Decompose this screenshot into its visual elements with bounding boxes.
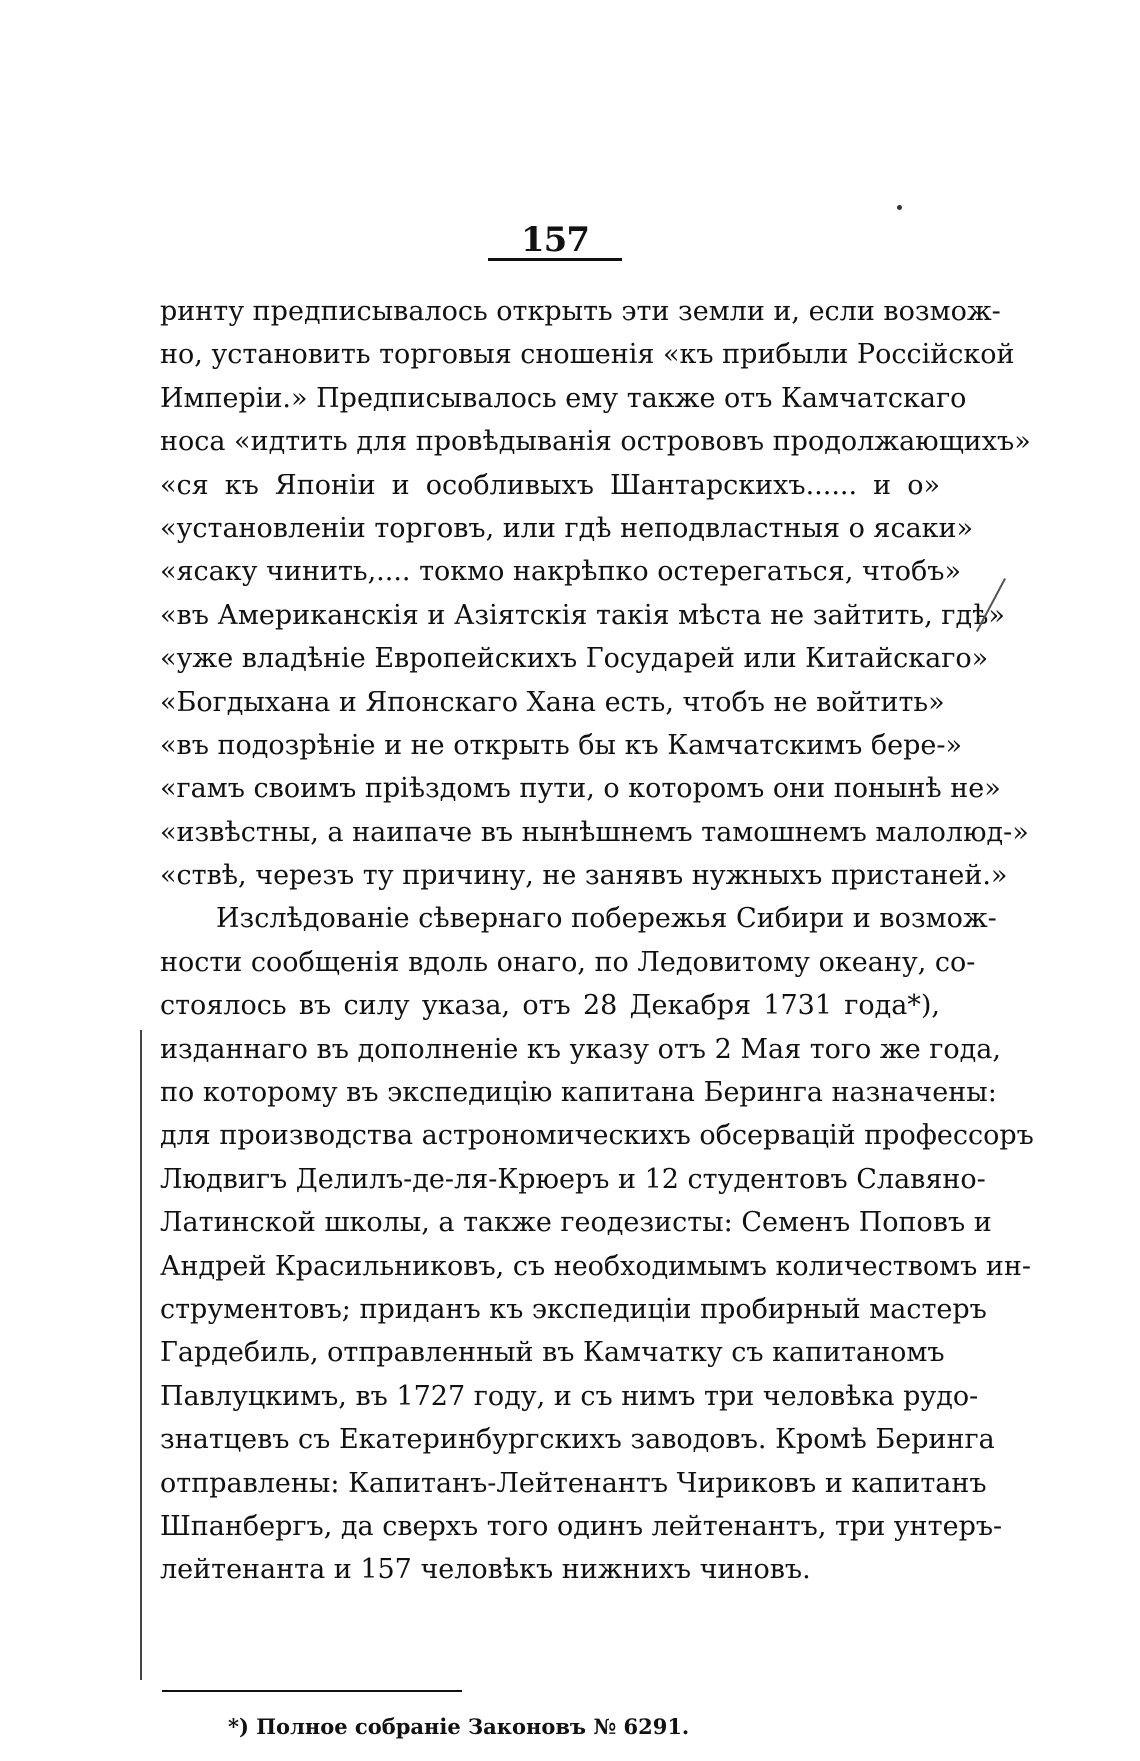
- text-line: «ся къ Японіи и особливыхъ Шантарскихъ...... и о»: [160, 469, 940, 501]
- text-line: Изслѣдованіе сѣвернаго побережья Сибири и возмож-: [216, 903, 997, 935]
- text-line: Латинской школы, а также геодезисты: Семенъ Поповъ и: [160, 1207, 992, 1239]
- text-line: Людвигъ Делилъ-де-ля-Крюеръ и 12 студентовъ Славяно-: [160, 1163, 986, 1195]
- paragraph-2: [160, 897, 1034, 1591]
- text-line: Имперіи.» Предписывалось ему также отъ Камчатскаго: [160, 382, 967, 414]
- text-line: изданнаго въ дополненіе къ указу отъ 2 Мая того же года,: [160, 1033, 1001, 1065]
- binding-edge-line: [140, 1030, 142, 1680]
- body-text: [160, 290, 1034, 1592]
- print-speck: [897, 205, 902, 210]
- text-line: «въ подозрѣніе и не открыть бы къ Камчатскимъ бере-»: [160, 729, 963, 761]
- text-line: «въ Американскія и Азіятскія такія мѣста не зайтить, гдѣ»: [160, 599, 1005, 631]
- text-line: Павлуцкимъ, въ 1727 году, и съ нимъ три человѣка рудо-: [160, 1380, 979, 1412]
- text-line: «извѣстны, а наипаче въ нынѣшнемъ тамошнемъ малолюд-»: [160, 816, 1029, 848]
- text-line: Гардебиль, отправленный въ Камчатку съ капитаномъ: [160, 1337, 945, 1369]
- text-line: Шпанбергъ, да сверхъ того одинъ лейтенантъ, три унтеръ-: [160, 1510, 1003, 1542]
- text-line: «Богдыхана и Японскаго Хана есть, чтобъ не войтить»: [160, 686, 945, 718]
- text-line: стоялось въ силу указа, отъ 28 Декабря 1731 года*),: [160, 990, 940, 1022]
- page-number-rule: [488, 258, 622, 261]
- text-line: «гамъ своимъ пріѣздомъ пути, о которомъ они понынѣ не»: [160, 773, 1001, 805]
- text-line: для производства астрономическихъ обсервацій профессоръ: [160, 1120, 1034, 1152]
- text-line: лейтенанта и 157 человѣкъ нижнихъ чиновъ.: [160, 1554, 811, 1586]
- text-line: Андрей Красильниковъ, съ необходимымъ количествомъ ин-: [160, 1250, 1032, 1282]
- text-line: ности сообщенія вдоль онаго, по Ледовитому океану, со-: [160, 946, 976, 978]
- text-line: ринту предписывалось открыть эти земли и, если возмож-: [160, 296, 1001, 327]
- page-number: 157: [521, 220, 589, 260]
- paragraph-1: [160, 290, 1031, 897]
- text-line: носа «идтить для провѣдыванія острововъ продолжающихъ»: [160, 426, 1031, 458]
- text-line: «установленіи торговъ, или гдѣ неподвластныя о ясаки»: [160, 512, 974, 544]
- text-line: «ствѣ, черезъ ту причину, не занявъ нужныхъ пристаней.»: [160, 860, 1008, 892]
- footnote: *) Полное собраніе Законовъ № 6291.: [228, 1714, 690, 1739]
- text-line: «ясаку чинить,.... токмо накрѣпко остерегаться, чтобъ»: [160, 556, 961, 588]
- text-line: отправлены: Капитанъ-Лейтенантъ Чириковъ и капитанъ: [160, 1467, 987, 1499]
- text-line: знатцевъ съ Екатеринбургскихъ заводовъ. Кромѣ Беринга: [160, 1424, 995, 1456]
- text-line: струментовъ; приданъ къ экспедиціи пробирный мастеръ: [160, 1293, 987, 1325]
- text-line: но, установить торговыя сношенія «къ прибыли Россійской: [160, 339, 1015, 371]
- text-line: «уже владѣніе Европейскихъ Государей или Китайскаго»: [160, 643, 989, 675]
- text-line: по которому въ экспедицію капитана Беринга назначены:: [160, 1077, 997, 1109]
- footnote-rule: [162, 1690, 462, 1692]
